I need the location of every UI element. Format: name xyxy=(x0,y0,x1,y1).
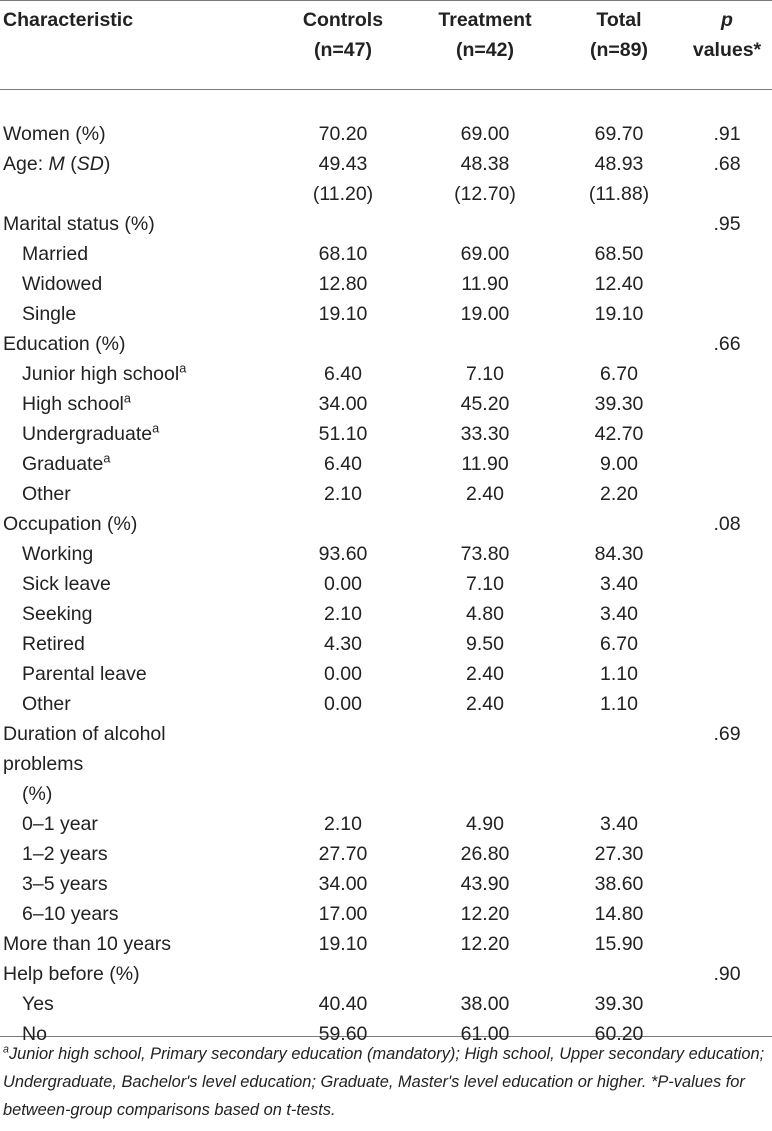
total-value xyxy=(556,329,682,359)
total-value xyxy=(556,719,682,749)
row-label xyxy=(0,719,272,749)
table-header-row xyxy=(0,5,772,89)
treatment-value: 48.38 xyxy=(460,153,510,175)
p-value xyxy=(682,389,772,419)
total-value: 42.70 xyxy=(594,423,644,445)
controls-value: 40.40 xyxy=(318,993,368,1015)
row-label-text: Married xyxy=(22,243,89,265)
total-value: 19.10 xyxy=(594,303,644,325)
treatment-value: 9.50 xyxy=(466,633,504,655)
treatment-value: 7.10 xyxy=(466,573,504,595)
controls-value xyxy=(272,329,414,359)
p-value xyxy=(682,179,772,209)
total-value: 1.10 xyxy=(600,663,638,685)
total-value: 6.70 xyxy=(600,363,638,385)
treatment-value: 26.80 xyxy=(460,843,510,865)
row-label xyxy=(0,689,272,719)
row-label-text: Working xyxy=(22,543,94,565)
treatment-value: (12.70) xyxy=(454,183,516,205)
row-label xyxy=(0,419,272,449)
row-label-text: Yes xyxy=(22,993,54,1015)
treatment-value: 11.90 xyxy=(461,453,509,475)
row-label xyxy=(0,929,272,959)
controls-value: 19.10 xyxy=(318,933,368,955)
treatment-value xyxy=(414,209,556,239)
top-rule xyxy=(0,0,772,1)
header-controls-n: (n=47) xyxy=(314,39,372,61)
treatment-value: 43.90 xyxy=(460,873,510,895)
p-value xyxy=(682,359,772,389)
treatment-value: 69.00 xyxy=(460,123,510,145)
treatment-value: 38.00 xyxy=(460,993,510,1015)
controls-value xyxy=(272,749,414,779)
treatment-value xyxy=(414,719,556,749)
treatment-value: 12.20 xyxy=(460,933,510,955)
table-row xyxy=(0,539,772,569)
row-label-text: Help before (%) xyxy=(3,963,140,985)
table-row xyxy=(0,599,772,629)
row-label-sup: a xyxy=(179,361,187,376)
row-label-text: Widowed xyxy=(22,273,103,295)
p-value xyxy=(682,659,772,689)
header-spacer xyxy=(0,89,772,119)
controls-value xyxy=(272,719,414,749)
treatment-value: 73.80 xyxy=(460,543,510,565)
treatment-value xyxy=(414,509,556,539)
row-label-text: Graduate xyxy=(22,453,104,475)
row-label xyxy=(0,599,272,629)
total-value xyxy=(556,779,682,809)
row-label-text: Sick leave xyxy=(22,573,111,595)
total-value xyxy=(556,959,682,989)
row-label-text: High school xyxy=(22,393,124,415)
table-row xyxy=(0,989,772,1019)
header-treatment-n: (n=42) xyxy=(456,39,514,61)
table-row xyxy=(0,809,772,839)
table-row xyxy=(0,269,772,299)
row-label-text: Parental leave xyxy=(22,663,147,685)
treatment-value: 2.40 xyxy=(466,663,504,685)
treatment-value: 45.20 xyxy=(460,393,510,415)
controls-value: 34.00 xyxy=(318,393,368,415)
table-row xyxy=(0,569,772,599)
total-value: 6.70 xyxy=(600,633,638,655)
controls-value: 59.60 xyxy=(318,1023,368,1045)
row-label-text: Duration of alcohol xyxy=(3,723,166,745)
table-row xyxy=(0,299,772,329)
total-value xyxy=(556,209,682,239)
controls-value: 27.70 xyxy=(318,843,368,865)
header-treatment xyxy=(414,5,556,89)
header-p-text: p xyxy=(721,9,733,31)
controls-value: 12.80 xyxy=(318,273,368,295)
total-value: 84.30 xyxy=(594,543,644,565)
controls-value: 68.10 xyxy=(318,243,368,265)
total-value: 48.93 xyxy=(594,153,644,175)
p-value: .08 xyxy=(713,513,741,535)
treatment-value: 11.90 xyxy=(461,273,509,295)
header-characteristic xyxy=(0,5,272,89)
p-value: .91 xyxy=(713,123,741,145)
table-row xyxy=(0,659,772,689)
table-row xyxy=(0,779,772,809)
row-label-text: 6–10 years xyxy=(22,903,119,925)
p-value: .95 xyxy=(713,213,741,235)
treatment-value: 19.00 xyxy=(460,303,510,325)
p-value xyxy=(682,809,772,839)
row-label xyxy=(0,269,272,299)
controls-value: 0.00 xyxy=(324,573,362,595)
header-controls-text: Controls xyxy=(302,9,384,31)
table-row xyxy=(0,179,772,209)
controls-value: (11.20) xyxy=(312,183,374,205)
p-value xyxy=(682,749,772,779)
treatment-value: 2.40 xyxy=(466,483,504,505)
row-label xyxy=(0,449,272,479)
p-value xyxy=(682,779,772,809)
table-row xyxy=(0,419,772,449)
table-row xyxy=(0,449,772,479)
row-label xyxy=(0,299,272,329)
row-label xyxy=(0,899,272,929)
row-label xyxy=(0,809,272,839)
row-label-sup: a xyxy=(152,421,160,436)
row-label-text: Other xyxy=(22,483,71,505)
treatment-value xyxy=(414,329,556,359)
row-label xyxy=(0,389,272,419)
header-total-n: (n=89) xyxy=(590,39,648,61)
controls-value: 2.10 xyxy=(324,813,362,835)
controls-value xyxy=(272,209,414,239)
p-value xyxy=(682,569,772,599)
controls-value xyxy=(272,779,414,809)
row-label-text: 3–5 years xyxy=(22,873,108,895)
p-value xyxy=(682,989,772,1019)
p-value: .66 xyxy=(713,333,741,355)
row-label xyxy=(0,479,272,509)
total-value: 3.40 xyxy=(600,603,638,625)
total-value: 38.60 xyxy=(594,873,644,895)
p-value xyxy=(682,449,772,479)
row-label xyxy=(0,329,272,359)
row-label-text: problems xyxy=(3,753,84,775)
total-value: 39.30 xyxy=(594,393,644,415)
table-body xyxy=(0,89,772,1049)
treatment-value: 69.00 xyxy=(460,243,510,265)
p-value: .69 xyxy=(713,723,741,745)
row-label-text: Women (%) xyxy=(3,123,106,145)
table-row xyxy=(0,899,772,929)
table-row xyxy=(0,149,772,179)
total-value xyxy=(556,509,682,539)
row-label-text: Marital status (%) xyxy=(3,213,155,235)
treatment-value: 33.30 xyxy=(460,423,510,445)
header-controls xyxy=(272,5,414,89)
row-label xyxy=(0,539,272,569)
p-value xyxy=(682,299,772,329)
table-row xyxy=(0,389,772,419)
table-row xyxy=(0,329,772,359)
p-value xyxy=(682,689,772,719)
table-row xyxy=(0,839,772,869)
controls-value: 49.43 xyxy=(318,153,368,175)
table-row xyxy=(0,509,772,539)
row-label-text: Retired xyxy=(22,633,85,655)
treatment-value: 7.10 xyxy=(466,363,504,385)
total-value: 1.10 xyxy=(600,693,638,715)
total-value: 39.30 xyxy=(594,993,644,1015)
footnote-sup: a xyxy=(3,1043,9,1056)
p-value xyxy=(682,869,772,899)
controls-value: 34.00 xyxy=(318,873,368,895)
controls-value: 6.40 xyxy=(324,453,362,475)
row-label-text: (%) xyxy=(22,783,53,805)
row-label-text: 1–2 years xyxy=(22,843,108,865)
row-label xyxy=(0,839,272,869)
table-row xyxy=(0,479,772,509)
row-label xyxy=(0,629,272,659)
row-label-sup: a xyxy=(103,451,111,466)
row-label-text: Undergraduate xyxy=(22,423,153,445)
row-label-text: 0–1 year xyxy=(22,813,98,835)
header-p-values xyxy=(682,5,772,89)
p-value xyxy=(682,539,772,569)
row-label-part: Age: xyxy=(3,153,49,175)
row-label xyxy=(0,779,272,809)
controls-value: 70.20 xyxy=(318,123,368,145)
row-label xyxy=(0,209,272,239)
table-row xyxy=(0,689,772,719)
total-value: 60.20 xyxy=(594,1023,644,1045)
controls-value: 4.30 xyxy=(324,633,362,655)
p-value xyxy=(682,269,772,299)
controls-value: 0.00 xyxy=(324,693,362,715)
total-value: 2.20 xyxy=(600,483,638,505)
characteristics-table xyxy=(0,5,772,1049)
treatment-value: 12.20 xyxy=(460,903,510,925)
row-label-text: Occupation (%) xyxy=(3,513,138,535)
treatment-value: 4.90 xyxy=(466,813,504,835)
total-value: 27.30 xyxy=(594,843,644,865)
treatment-value: 4.80 xyxy=(466,603,504,625)
controls-value: 19.10 xyxy=(318,303,368,325)
row-label xyxy=(0,179,272,209)
total-value: 68.50 xyxy=(594,243,644,265)
row-label xyxy=(0,119,272,149)
row-label xyxy=(0,869,272,899)
table-row xyxy=(0,869,772,899)
total-value: 69.70 xyxy=(594,123,644,145)
total-value: 9.00 xyxy=(600,453,638,475)
controls-value xyxy=(272,509,414,539)
row-label-text: Other xyxy=(22,693,71,715)
total-value: 12.40 xyxy=(594,273,644,295)
row-label-text: Junior high school xyxy=(22,363,180,385)
treatment-value xyxy=(414,959,556,989)
row-label-part: ) xyxy=(103,153,111,175)
row-label xyxy=(0,989,272,1019)
table-row xyxy=(0,209,772,239)
total-value: 15.90 xyxy=(594,933,644,955)
row-label xyxy=(0,359,272,389)
row-label-part: SD xyxy=(76,153,104,175)
total-value: 14.80 xyxy=(594,903,644,925)
p-value: .90 xyxy=(713,963,741,985)
controls-value: 0.00 xyxy=(324,663,362,685)
controls-value: 2.10 xyxy=(324,603,362,625)
total-value: 3.40 xyxy=(600,813,638,835)
header-total-text: Total xyxy=(596,9,642,31)
header-p-sub: values* xyxy=(692,39,762,61)
row-label xyxy=(0,659,272,689)
row-label-text: Seeking xyxy=(22,603,93,625)
total-value: 3.40 xyxy=(600,573,638,595)
treatment-value xyxy=(414,749,556,779)
p-value xyxy=(682,479,772,509)
controls-value: 2.10 xyxy=(324,483,362,505)
p-value xyxy=(682,839,772,869)
controls-value: 93.60 xyxy=(318,543,368,565)
table-row xyxy=(0,629,772,659)
table-row xyxy=(0,359,772,389)
table-row xyxy=(0,929,772,959)
row-label-text: Education (%) xyxy=(3,333,126,355)
row-label xyxy=(0,749,272,779)
row-label-text: No xyxy=(22,1023,47,1045)
table-row xyxy=(0,239,772,269)
controls-value: 17.00 xyxy=(318,903,368,925)
table-row xyxy=(0,749,772,779)
table-row xyxy=(0,119,772,149)
treatment-value xyxy=(414,779,556,809)
table-footnote xyxy=(3,1040,768,1124)
row-label-text: More than 10 years xyxy=(3,933,172,955)
p-value xyxy=(682,899,772,929)
p-value: .68 xyxy=(713,153,741,175)
p-value xyxy=(682,629,772,659)
row-label-part: M xyxy=(48,153,65,175)
header-characteristic-text: Characteristic xyxy=(3,9,134,31)
header-treatment-text: Treatment xyxy=(438,9,532,31)
row-label xyxy=(0,569,272,599)
p-value xyxy=(682,239,772,269)
controls-value: 6.40 xyxy=(324,363,362,385)
row-label-part: ( xyxy=(64,153,77,175)
header-total xyxy=(556,5,682,89)
table-row xyxy=(0,959,772,989)
table-row xyxy=(0,719,772,749)
row-label xyxy=(0,239,272,269)
controls-value xyxy=(272,959,414,989)
row-label-sup: a xyxy=(123,391,131,406)
total-value: (11.88) xyxy=(588,183,650,205)
row-label-text: Single xyxy=(22,303,77,325)
p-value xyxy=(682,599,772,629)
p-value xyxy=(682,419,772,449)
p-value xyxy=(682,929,772,959)
total-value xyxy=(556,749,682,779)
footnote-text: Junior high school, Primary secondary education (mandatory); High school, Upper secondary education; Undergraduate, Bachelor's level education; Graduate, Master's level education or higher. *P-values for between-group comparisons based on t-tests. xyxy=(3,1045,765,1119)
treatment-value: 61.00 xyxy=(460,1023,510,1045)
row-label xyxy=(0,149,272,179)
row-label xyxy=(0,509,272,539)
controls-value: 51.10 xyxy=(318,423,368,445)
treatment-value: 2.40 xyxy=(466,693,504,715)
row-label xyxy=(0,959,272,989)
